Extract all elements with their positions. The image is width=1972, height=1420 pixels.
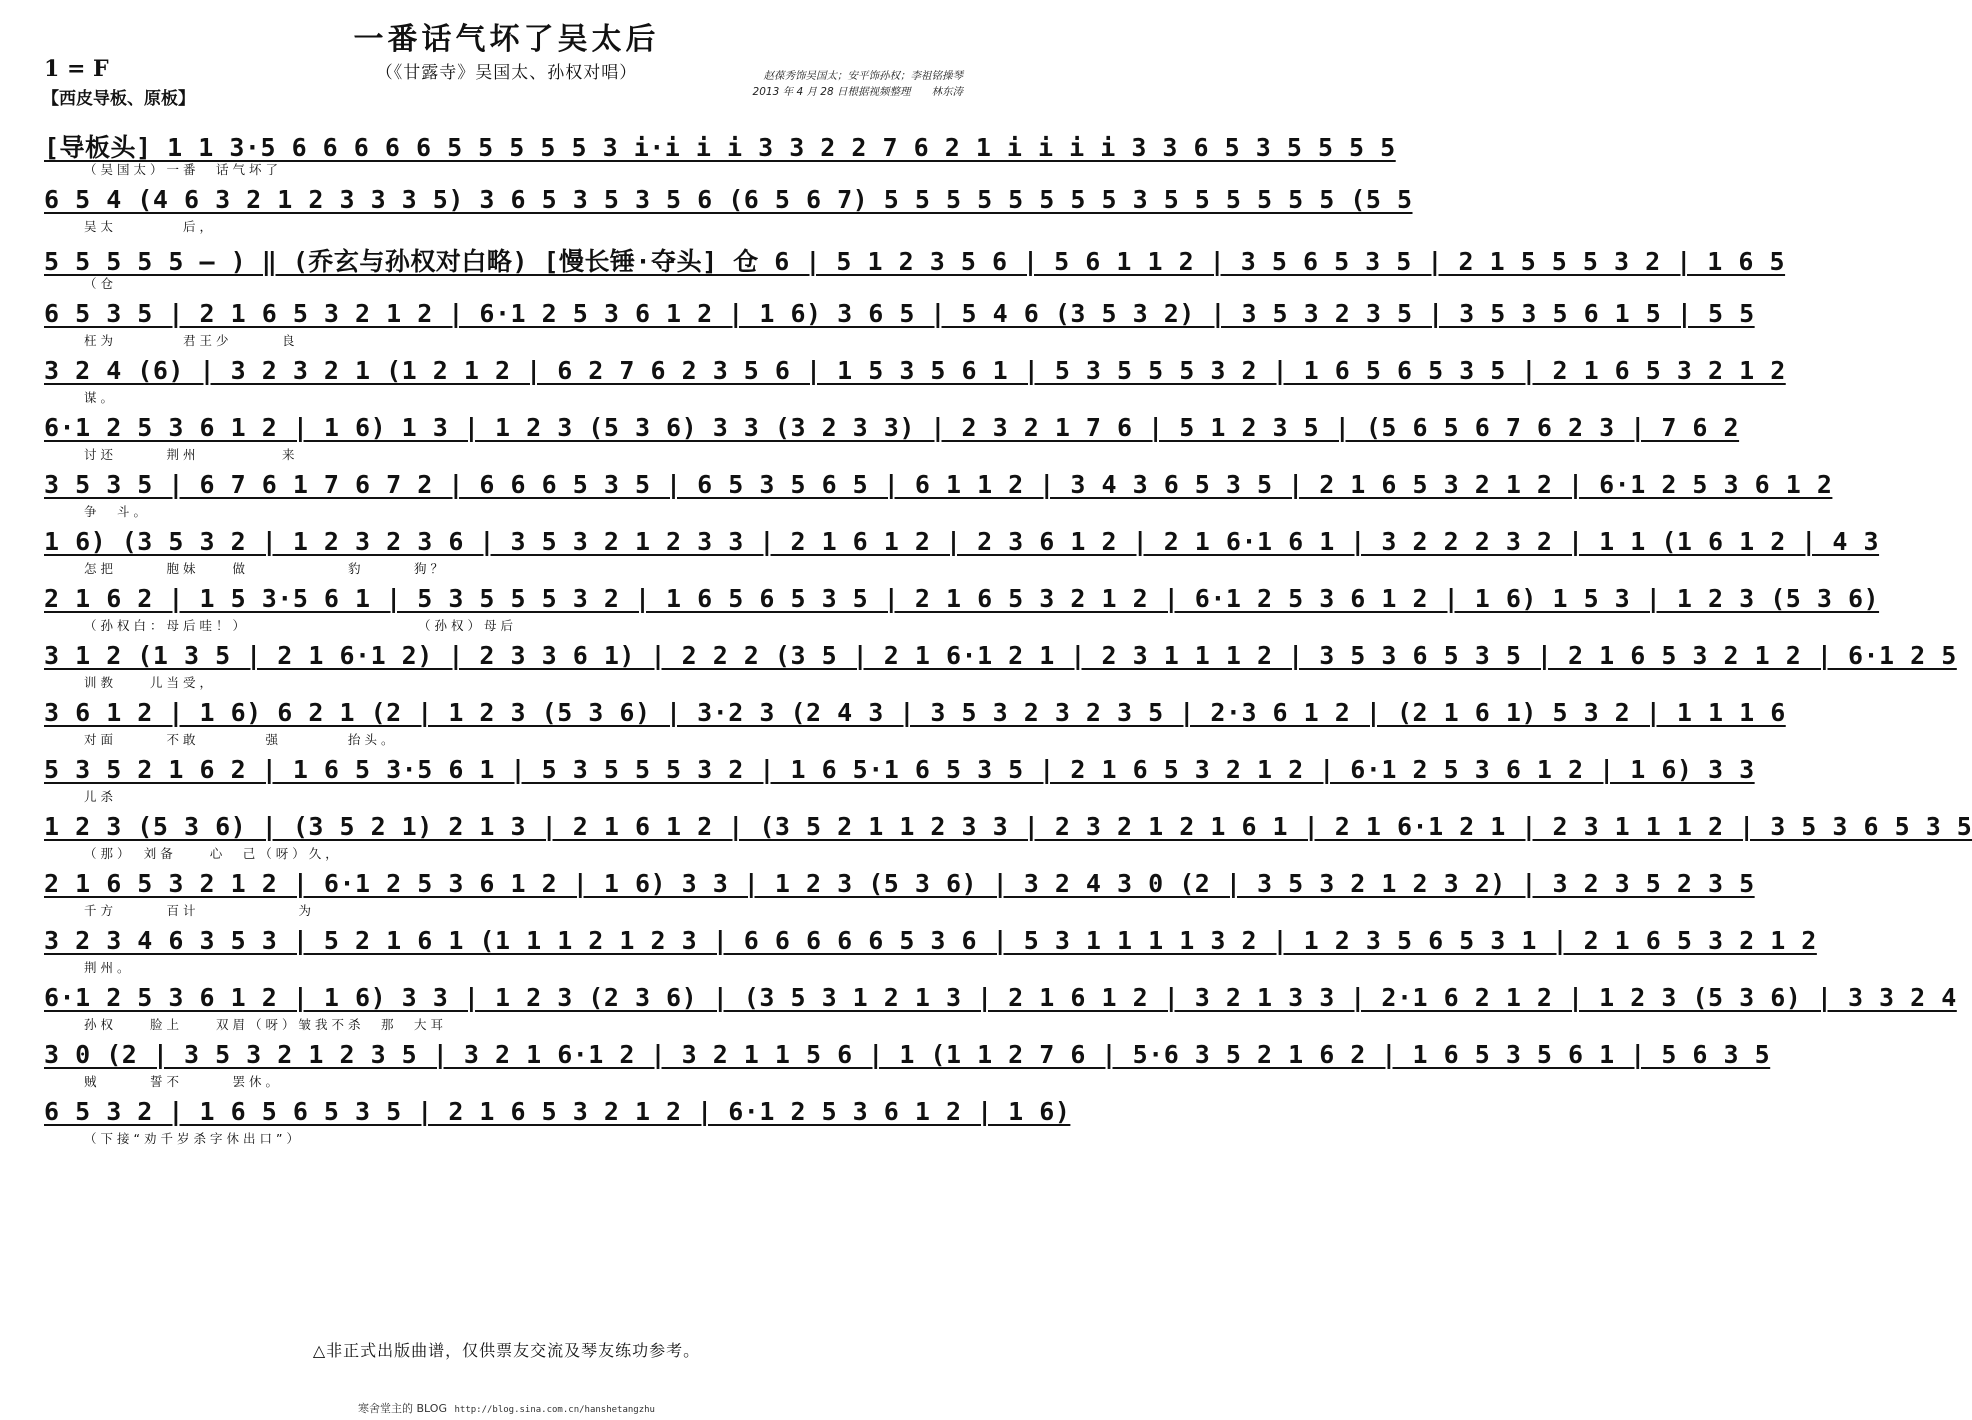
score-line xyxy=(44,639,1957,696)
lyrics-line: 怎把 胞妹 做 豹 狗？ xyxy=(84,561,448,576)
notation-line: 3 1 2 (1 3 5 | 2 1 6·1 2) | 2 3 3 6 1) | 2 2 2 (3 5 | 2 1 6·1 2 1 | 2 3 1 1 1 2 | 3 5 3 6 5 3 5 | 2 1 6 5 3 2 1 2 | 6·1 2 5 xyxy=(44,641,1957,670)
score-title: 一番话气坏了吴太后 xyxy=(353,22,660,57)
notation-line: [导板头] 1 1 3·5 6 6 6 6 6 5 5 5 5 5 3 i·i i i 3 3 2 2 7 6 2 1 i i i i 3 3 6 5 3 5 5 5 5 xyxy=(44,133,1396,162)
notation-line: 1 6) (3 5 3 2 | 1 2 3 2 3 6 | 3 5 3 2 1 2 3 3 | 2 1 6 1 2 | 2 3 6 1 2 | 2 1 6·1 6 1 | 3 2 2 2 3 2 | 1 1 (1 6 1 2 | 4 3 xyxy=(44,527,1880,556)
notation-line: 6 5 3 5 | 2 1 6 5 3 2 1 2 | 6·1 2 5 3 6 1 2 | 1 6) 3 6 5 | 5 4 6 (3 5 3 2) | 3 5 3 2 3 5 | 3 5 3 5 6 1 5 | 5 5 xyxy=(44,299,1755,328)
notation-line: 3 0 (2 | 3 5 3 2 1 2 3 5 | 3 2 1 6·1 2 | 3 2 1 1 5 6 | 1 (1 1 2 7 6 | 5·6 3 5 2 1 6 2 | 1 6 5 3 5 6 1 | 5 6 3 5 xyxy=(44,1040,1771,1069)
score-line xyxy=(44,468,1833,525)
score-line xyxy=(44,696,1786,753)
notation-line: 3 2 4 (6) | 3 2 3 2 1 (1 2 1 2 | 6 2 7 6 2 3 5 6 | 1 5 3 5 6 1 | 5 3 5 5 5 3 2 | 1 6 5 6 5 3 5 | 2 1 6 5 3 2 1 2 xyxy=(44,356,1786,385)
score-line xyxy=(44,867,1755,924)
blog-footer xyxy=(0,1400,1013,1416)
lyrics-line: 儿杀 xyxy=(84,789,118,804)
score-line xyxy=(44,981,1957,1038)
lyrics-line: 千方 百计 为 xyxy=(84,903,316,918)
credits-cast: 赵葆秀饰吴国太；安平饰孙权；李祖铭操琴 xyxy=(763,70,963,82)
lyrics-line: 讨还 荆州 来 xyxy=(84,447,299,462)
score-line xyxy=(44,810,1972,867)
notation-line: 3 5 3 5 | 6 7 6 1 7 6 7 2 | 6 6 6 5 3 5 | 6 5 3 5 6 5 | 6 1 1 2 | 3 4 3 6 5 3 5 | 2 1 6 5 3 2 1 2 | 6·1 2 5 3 6 1 2 xyxy=(44,470,1833,499)
score-line xyxy=(44,297,1755,354)
notation-line: 3 6 1 2 | 1 6) 6 2 1 (2 | 1 2 3 (5 3 6) | 3·2 3 (2 4 3 | 3 5 3 2 3 2 3 5 | 2·3 6 1 2 | (2 1 6 1) 5 3 2 | 1 1 1 6 xyxy=(44,698,1786,727)
notation-score xyxy=(44,126,1972,1152)
score-line xyxy=(44,354,1786,411)
lyrics-line: 争 斗。 xyxy=(84,504,151,519)
mode-label: 【西皮导板、原板】 xyxy=(42,89,195,109)
score-line xyxy=(44,924,1817,981)
lyrics-line: 荆州。 xyxy=(84,960,134,975)
lyrics-line: （孙权白：母后哇！） （孙权）母后 xyxy=(84,618,518,633)
lyrics-line: 对面 不敢 强 抬头。 xyxy=(84,732,398,747)
score-line xyxy=(44,183,1413,240)
blog-url[interactable]: http://blog.sina.com.cn/hanshetangzhu xyxy=(454,1405,655,1415)
score-line xyxy=(44,1038,1771,1095)
credits xyxy=(753,68,963,100)
notation-line: 5 3 5 2 1 6 2 | 1 6 5 3·5 6 1 | 5 3 5 5 5 3 2 | 1 6 5·1 6 5 3 5 | 2 1 6 5 3 2 1 2 | 6·1 2 5 3 6 1 2 | 1 6) 3 3 xyxy=(44,755,1755,784)
score-line xyxy=(44,126,1396,183)
notation-line: 1 2 3 (5 3 6) | (3 5 2 1) 2 1 3 | 2 1 6 1 2 | (3 5 2 1 1 2 3 3 | 2 3 2 1 2 1 6 1 | 2 1 6·1 2 1 | 2 3 1 1 1 2 | 3 5 3 6 5 3 5 xyxy=(44,812,1972,841)
lyrics-line: 吴太 后， xyxy=(84,219,217,234)
notation-line: 2 1 6 2 | 1 5 3·5 6 1 | 5 3 5 5 5 3 2 | 1 6 5 6 5 3 5 | 2 1 6 5 3 2 1 2 | 6·1 2 5 3 6 1 2 | 1 6) 1 5 3 | 1 2 3 (5 3 6) xyxy=(44,584,1880,613)
score-line xyxy=(44,582,1880,639)
lyrics-line: （那） 刘备 心 己（呀）久， xyxy=(84,846,342,861)
score-line xyxy=(44,240,1786,297)
lyrics-line: （下接“劝千岁杀字休出口”） xyxy=(84,1131,303,1146)
notation-line: 6·1 2 5 3 6 1 2 | 1 6) 1 3 | 1 2 3 (5 3 6) 3 3 (3 2 3 3) | 2 3 2 1 7 6 | 5 1 2 3 5 | (5 6 5 6 7 6 2 3 | 7 6 2 xyxy=(44,413,1740,442)
score-line xyxy=(44,1095,1071,1152)
notation-line: 6 5 3 2 | 1 6 5 6 5 3 5 | 2 1 6 5 3 2 1 2 | 6·1 2 5 3 6 1 2 | 1 6) xyxy=(44,1097,1071,1126)
key-signature: 1 = F xyxy=(44,56,109,82)
lyrics-line: 孙权 脸上 双眉（呀）皱我不杀 那 大耳 xyxy=(84,1017,448,1032)
score-line xyxy=(44,753,1755,810)
blog-label: 寒舍堂主的 BLOG xyxy=(358,1402,447,1415)
lyrics-line: （吴国太）一番 话气坏了 xyxy=(84,162,283,177)
notation-line: 2 1 6 5 3 2 1 2 | 6·1 2 5 3 6 1 2 | 1 6) 3 3 | 1 2 3 (5 3 6) | 3 2 4 3 0 (2 | 3 5 3 2 1 2 3 2) | 3 2 3 5 2 3 5 xyxy=(44,869,1755,898)
notation-line: 5 5 5 5 5 — ) ‖ (乔玄与孙权对白略) [慢长锤·夺头] 仓 6 | 5 1 2 3 5 6 | 5 6 1 1 2 | 3 5 6 5 3 5 | 2 1 5 5 5 3 2 | 1 6 5 xyxy=(44,247,1786,276)
lyrics-line: 枉为 君王少 良 xyxy=(84,333,299,348)
notation-line: 3 2 3 4 6 3 5 3 | 5 2 1 6 1 (1 1 1 2 1 2 3 | 6 6 6 6 6 5 3 6 | 5 3 1 1 1 1 3 2 | 1 2 3 5 6 5 3 1 | 2 1 6 5 3 2 1 2 xyxy=(44,926,1817,955)
lyrics-line: （仓 xyxy=(84,276,118,291)
notation-line: 6 5 4 (4 6 3 2 1 2 3 3 3 5) 3 6 5 3 5 3 5 6 (6 5 6 7) 5 5 5 5 5 5 5 5 3 5 5 5 5 5 5 (5 5 xyxy=(44,185,1413,214)
lyrics-line: 贼 誓不 罢休。 xyxy=(84,1074,283,1089)
score-line xyxy=(44,411,1740,468)
score-subtitle: （《甘露寺》吴国太、孙权对唱） xyxy=(375,63,638,83)
lyrics-line: 谋。 xyxy=(84,390,118,405)
disclaimer-note: △非正式出版曲谱，仅供票友交流及琴友练功参考。 xyxy=(312,1341,701,1360)
credits-date: 2013 年 4 月 28 日根据视频整理 林东涛 xyxy=(752,86,963,98)
lyrics-line: 训教 儿当受， xyxy=(84,675,217,690)
notation-line: 6·1 2 5 3 6 1 2 | 1 6) 3 3 | 1 2 3 (2 3 6) | (3 5 3 1 2 1 3 | 2 1 6 1 2 | 3 2 1 3 3 | 2·1 6 2 1 2 | 1 2 3 (5 3 6) | 3 3 2 4 xyxy=(44,983,1957,1012)
score-line xyxy=(44,525,1880,582)
